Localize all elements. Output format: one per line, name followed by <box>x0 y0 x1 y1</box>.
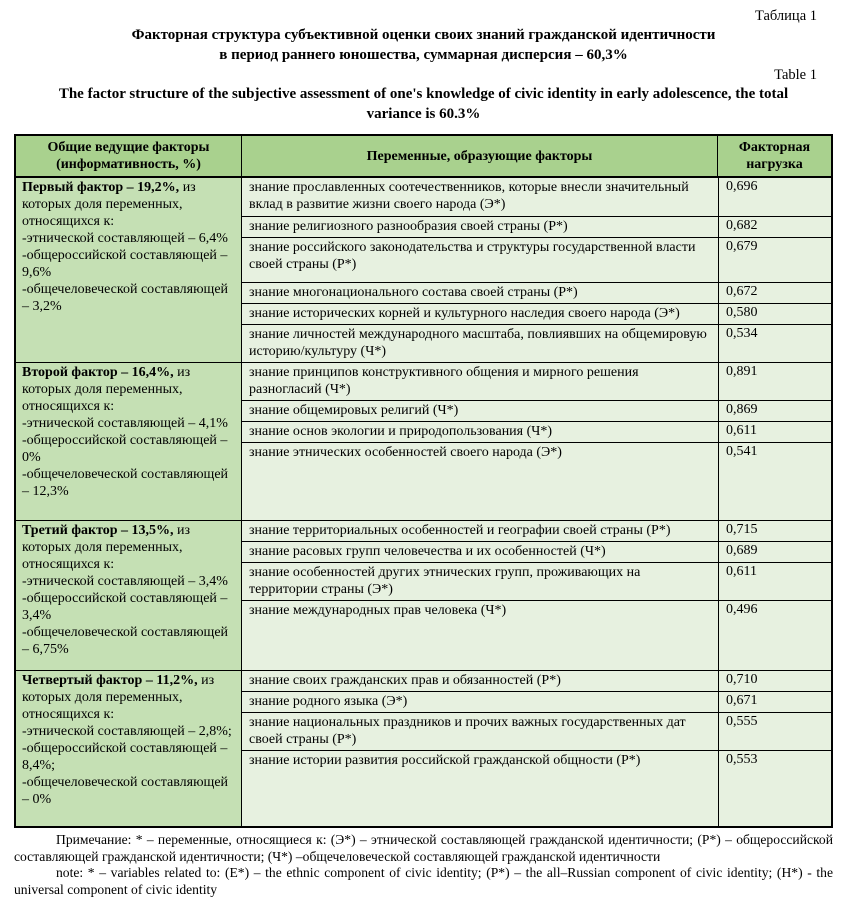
title-ru <box>0 25 847 66</box>
variable-row <box>242 400 831 421</box>
component-line: -общероссийской составляющей – 0% <box>22 432 228 465</box>
variable-text: знание религиозного разнообразия своей страны (Р*) <box>249 218 568 234</box>
variable-text: знание личностей международного масштаба, повлиявших на общемировую историю/культуру (Ч*) <box>249 326 707 359</box>
component-line: -общечеловеческой составляющей – 0% <box>22 774 229 807</box>
factor-block-1 <box>16 178 831 362</box>
title-ru-line2: в период раннего юношества, суммарная дисперсия – 60,3% <box>219 46 628 63</box>
variable-text: знание этнических особенностей своего народа (Э*) <box>249 445 562 461</box>
component-line: -общечеловеческой составляющей – 12,3% <box>22 466 229 499</box>
variable-text: знание территориальных особенностей и географии своей страны (Р*) <box>249 522 671 538</box>
variable-row <box>242 178 831 215</box>
variable-row <box>242 216 831 237</box>
variable-row <box>242 671 831 691</box>
variable-text: знание национальных праздников и прочих важных государственных дат своей страны (Р*) <box>249 715 686 748</box>
loading-value: 0,672 <box>718 283 831 303</box>
factor-4-description <box>16 671 242 826</box>
variable-row <box>242 521 831 541</box>
variable-text: знание особенностей других этнических групп, проживающих на территории страны (Э*) <box>249 565 641 598</box>
component-line: -этнической составляющей – 6,4% <box>22 231 228 247</box>
title-en <box>0 84 847 125</box>
factor-table <box>14 134 833 828</box>
loading-value: 0,534 <box>718 325 831 362</box>
loading-value: 0,580 <box>718 304 831 324</box>
variable-row <box>242 541 831 562</box>
loading-value: 0,541 <box>718 443 831 520</box>
loading-value: 0,715 <box>718 521 831 541</box>
loading-value: 0,689 <box>718 542 831 562</box>
header-cell-variables: Переменные, образующие факторы <box>242 136 718 176</box>
factor-1-variables <box>242 178 831 362</box>
loading-value: 0,611 <box>718 422 831 442</box>
header-cell-loading: Факторная нагрузка <box>738 140 811 173</box>
factor-block-4 <box>16 670 831 826</box>
variable-row <box>242 691 831 712</box>
component-line: -этнической составляющей – 2,8%; <box>22 723 232 739</box>
variable-row <box>242 237 831 282</box>
component-line: -общечеловеческой составляющей – 6,75% <box>22 624 229 657</box>
loading-value: 0,496 <box>718 601 831 670</box>
variable-row <box>242 324 831 362</box>
factor-1-intro: Первый фактор – 19,2%, из которых доля переменных, относящихся к: <box>22 180 196 230</box>
table-note <box>14 832 833 899</box>
variable-text: знание родного языка (Э*) <box>249 694 408 710</box>
variable-row <box>242 442 831 520</box>
variable-row <box>242 750 831 826</box>
variable-row <box>242 600 831 670</box>
variable-text: знание российского законодательства и структуры государственной власти своей страны (Р*) <box>249 239 696 272</box>
note-en: note: * – variables related to: (E*) – the ethnic component of civic identity; (P*) – the all–Russian component of civic identity; (H*) - the universal component of civic identity <box>14 865 833 898</box>
variable-text: знание многонационального состава своей страны (Р*) <box>249 284 578 300</box>
factor-3-intro: Третий фактор – 13,5%, из которых доля переменных, относящихся к: <box>22 522 191 572</box>
component-line: -общероссийской составляющей – 3,4% <box>22 590 228 623</box>
factor-4-intro: Четвертый фактор – 11,2%, из которых доля переменных, относящихся к: <box>22 672 215 722</box>
factor-block-3 <box>16 520 831 670</box>
component-line: -общечеловеческой составляющей – 3,2% <box>22 282 229 314</box>
variable-text: знание истории развития российской гражданской общности (Р*) <box>249 753 641 769</box>
variable-text: знание своих гражданских прав и обязанностей (Р*) <box>249 672 561 688</box>
note-ru: Примечание: * – переменные, относящиеся к: (Э*) – этнической составляющей гражданской идентичности; (Р*) – общероссийской составляющей гражданской идентичности; (Ч*) –общечеловеческой составляющей гражданской идентичности <box>14 831 833 864</box>
loading-value: 0,891 <box>718 363 831 400</box>
factor-2-intro: Второй фактор – 16,4%, из которых доля переменных, относящихся к: <box>22 364 191 414</box>
variable-text: знание принципов конструктивного общения и мирного решения разногласий (Ч*) <box>249 364 639 398</box>
factor-3-variables <box>242 521 831 670</box>
factor-2-variables <box>242 363 831 520</box>
variable-row <box>242 303 831 324</box>
variable-text: знание международных прав человека (Ч*) <box>249 603 507 619</box>
factor-3-description <box>16 521 242 670</box>
component-line: -общероссийской составляющей – 8,4%; <box>22 740 228 773</box>
header-cell-factors: Общие ведущие факторы (информативность, %) <box>16 136 242 176</box>
loading-value: 0,555 <box>718 713 831 750</box>
loading-value: 0,671 <box>718 692 831 712</box>
variable-text: знание расовых групп человечества и их особенностей (Ч*) <box>249 544 606 560</box>
variable-row <box>242 363 831 400</box>
title-ru-line1: Факторная структура субъективной оценки своих знаний гражданской идентичности <box>131 27 716 44</box>
component-line: -этнической составляющей – 3,4% <box>22 573 228 589</box>
component-line: -этнической составляющей – 4,1% <box>22 415 228 431</box>
variable-row <box>242 282 831 303</box>
loading-value: 0,611 <box>718 563 831 600</box>
factor-2-description <box>16 363 242 520</box>
loading-value: 0,553 <box>718 751 831 826</box>
factor-block-2 <box>16 362 831 520</box>
loading-value: 0,869 <box>718 401 831 421</box>
variable-row <box>242 562 831 600</box>
loading-value: 0,679 <box>718 238 831 282</box>
variable-text: знание исторических корней и культурного наследия своего народа (Э*) <box>249 305 680 321</box>
variable-text: знание прославленных соотечественников, которые внесли значительный вклад в развитие жизни своего народа (Э*) <box>249 180 689 213</box>
table-label-en: Table 1 <box>774 67 817 84</box>
table-label-ru: Таблица 1 <box>754 8 817 24</box>
loading-value: 0,696 <box>718 178 831 215</box>
variable-row <box>242 421 831 442</box>
variable-row <box>242 712 831 750</box>
loading-value: 0,710 <box>718 671 831 691</box>
factor-1-description <box>16 178 242 362</box>
variable-text: знание основ экологии и природопользования (Ч*) <box>249 424 553 440</box>
table-header-row <box>16 136 831 178</box>
variable-text: знание общемировых религий (Ч*) <box>249 403 459 419</box>
component-line: -общероссийской составляющей – 9,6% <box>22 248 228 281</box>
loading-value: 0,682 <box>718 217 831 237</box>
factor-4-variables <box>242 671 831 826</box>
title-en-line2: variance is 60.3% <box>366 105 481 122</box>
title-en-line1: The factor structure of the subjective assessment of one's knowledge of civic identity in early adolescence, the total <box>58 86 789 103</box>
